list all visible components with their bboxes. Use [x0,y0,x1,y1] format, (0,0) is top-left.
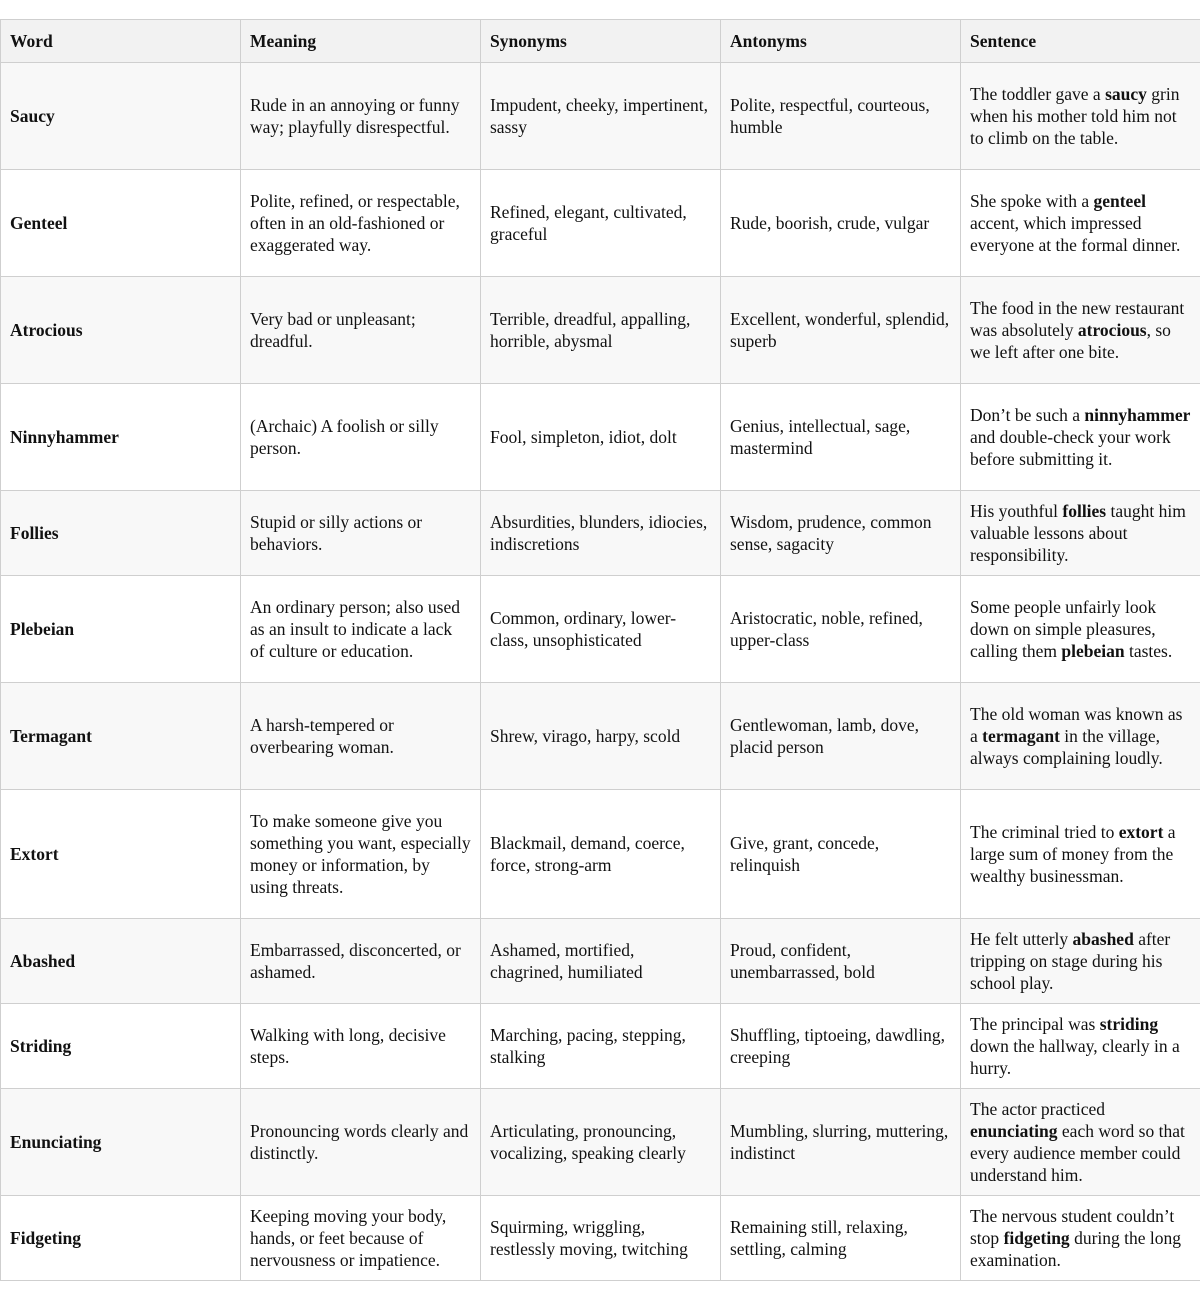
cell-meaning: Walking with long, decisive steps. [241,1004,481,1089]
cell-antonyms: Genius, intellectual, sage, mastermind [721,384,961,491]
cell-synonyms: Blackmail, demand, coerce, force, strong-arm [481,790,721,919]
table-row [1,790,1200,919]
header-meaning: Meaning [241,20,481,63]
cell-meaning: To make someone give you something you want, especially money or information, by using threats. [241,790,481,919]
sentence-highlighted-word: extort [1118,822,1164,842]
table-row [1,170,1200,277]
sentence-highlighted-word: follies [1062,501,1107,521]
sentence-text-after: each word so that every audience member could understand him. [970,1121,1185,1185]
sentence-text-before: The old woman was known as a [970,704,1183,746]
cell-meaning: Stupid or silly actions or behaviors. [241,491,481,576]
cell-sentence [961,63,1200,170]
sentence-text-before: The principal was [970,1014,1100,1034]
sentence-highlighted-word: saucy [1105,84,1147,104]
cell-meaning: Keeping moving your body, hands, or feet because of nervousness or impatience. [241,1196,481,1281]
header-word: Word [1,20,241,63]
cell-antonyms: Remaining still, relaxing, settling, calming [721,1196,961,1281]
cell-synonyms: Absurdities, blunders, idiocies, indiscretions [481,491,721,576]
cell-meaning: (Archaic) A foolish or silly person. [241,384,481,491]
cell-synonyms: Refined, elegant, cultivated, graceful [481,170,721,277]
cell-antonyms: Wisdom, prudence, common sense, sagacity [721,491,961,576]
cell-word: Ninnyhammer [1,384,241,491]
cell-word: Plebeian [1,576,241,683]
cell-synonyms: Fool, simpleton, idiot, dolt [481,384,721,491]
sentence-text-before: The toddler gave a [970,84,1106,104]
sentence-text-before: Don’t be such a [970,405,1085,425]
cell-sentence [961,576,1200,683]
sentence-text-before: The actor practiced [970,1099,1106,1119]
sentence-text-before: The nervous student couldn’t stop [970,1206,1175,1248]
sentence-text-before: Some people unfairly look down on simple pleasures, calling them [970,597,1157,661]
cell-antonyms: Excellent, wonderful, splendid, superb [721,277,961,384]
cell-antonyms: Proud, confident, unembarrassed, bold [721,919,961,1004]
header-row [1,20,1200,63]
sentence-text-after: accent, which impressed everyone at the formal dinner. [970,213,1181,255]
cell-word: Saucy [1,63,241,170]
cell-meaning: A harsh-tempered or overbearing woman. [241,683,481,790]
sentence-text-after: , so we left after one bite. [970,320,1171,362]
cell-sentence [961,491,1200,576]
cell-synonyms: Squirming, wriggling, restlessly moving, twitching [481,1196,721,1281]
cell-word: Abashed [1,919,241,1004]
cell-sentence [961,170,1200,277]
table-row [1,576,1200,683]
sentence-highlighted-word: ninnyhammer [1084,405,1191,425]
sentence-highlighted-word: genteel [1093,191,1146,211]
cell-synonyms: Articulating, pronouncing, vocalizing, speaking clearly [481,1089,721,1196]
sentence-text-after: taught him valuable lessons about responsibility. [970,501,1186,565]
table-row [1,683,1200,790]
table-row [1,1089,1200,1196]
cell-antonyms: Give, grant, concede, relinquish [721,790,961,919]
cell-meaning: Pronouncing words clearly and distinctly. [241,1089,481,1196]
sentence-text-before: He felt utterly [970,929,1073,949]
sentence-text-after: after tripping on stage during his school play. [970,929,1171,993]
cell-sentence [961,683,1200,790]
sentence-text-after: a large sum of money from the wealthy businessman. [970,822,1176,886]
sentence-text-after: and double-check your work before submitting it. [970,427,1171,469]
table-body [1,63,1200,1281]
header-antonyms: Antonyms [721,20,961,63]
sentence-text-after: during the long examination. [970,1228,1181,1270]
cell-synonyms: Terrible, dreadful, appalling, horrible, abysmal [481,277,721,384]
cell-synonyms: Marching, pacing, stepping, stalking [481,1004,721,1089]
sentence-highlighted-word: striding [1099,1014,1159,1034]
cell-sentence [961,1004,1200,1089]
cell-meaning: Embarrassed, disconcerted, or ashamed. [241,919,481,1004]
cell-sentence [961,384,1200,491]
cell-meaning: Very bad or unpleasant; dreadful. [241,277,481,384]
table-row [1,63,1200,170]
sentence-highlighted-word: enunciating [970,1121,1058,1141]
cell-sentence [961,1089,1200,1196]
table-row [1,1004,1200,1089]
sentence-text-after: in the village, always complaining loudly. [970,726,1163,768]
cell-word: Follies [1,491,241,576]
cell-word: Termagant [1,683,241,790]
header-synonyms: Synonyms [481,20,721,63]
cell-word: Enunciating [1,1089,241,1196]
cell-meaning: Polite, refined, or respectable, often in an old-fashioned or exaggerated way. [241,170,481,277]
cell-synonyms: Shrew, virago, harpy, scold [481,683,721,790]
cell-word: Atrocious [1,277,241,384]
cell-word: Genteel [1,170,241,277]
sentence-highlighted-word: fidgeting [1003,1228,1070,1248]
cell-antonyms: Mumbling, slurring, muttering, indistinct [721,1089,961,1196]
cell-sentence [961,790,1200,919]
sentence-highlighted-word: plebeian [1061,641,1125,661]
cell-synonyms: Ashamed, mortified, chagrined, humiliated [481,919,721,1004]
sentence-text-after: tastes. [1124,641,1173,661]
cell-antonyms: Shuffling, tiptoeing, dawdling, creeping [721,1004,961,1089]
sentence-text-before: His youthful [970,501,1063,521]
table-row [1,277,1200,384]
sentence-text-after: down the hallway, clearly in a hurry. [970,1036,1180,1078]
header-sentence: Sentence [961,20,1200,63]
sentence-text-after: grin when his mother told him not to climb on the table. [970,84,1180,148]
cell-meaning: An ordinary person; also used as an insult to indicate a lack of culture or education. [241,576,481,683]
cell-antonyms: Rude, boorish, crude, vulgar [721,170,961,277]
cell-antonyms: Aristocratic, noble, refined, upper-class [721,576,961,683]
cell-sentence [961,277,1200,384]
cell-meaning: Rude in an annoying or funny way; playfully disrespectful. [241,63,481,170]
vocabulary-table [0,19,1200,1281]
sentence-highlighted-word: atrocious [1077,320,1147,340]
cell-word: Striding [1,1004,241,1089]
cell-sentence [961,1196,1200,1281]
cell-antonyms: Gentlewoman, lamb, dove, placid person [721,683,961,790]
vocabulary-table-container [0,19,1200,1281]
cell-word: Fidgeting [1,1196,241,1281]
table-row [1,384,1200,491]
table-row [1,1196,1200,1281]
cell-synonyms: Impudent, cheeky, impertinent, sassy [481,63,721,170]
cell-word: Extort [1,790,241,919]
table-row [1,491,1200,576]
sentence-text-before: The food in the new restaurant was absolutely [970,298,1185,340]
table-row [1,919,1200,1004]
cell-antonyms: Polite, respectful, courteous, humble [721,63,961,170]
sentence-highlighted-word: abashed [1072,929,1134,949]
cell-sentence [961,919,1200,1004]
sentence-highlighted-word: termagant [982,726,1060,746]
sentence-text-before: The criminal tried to [970,822,1119,842]
cell-synonyms: Common, ordinary, lower-class, unsophisticated [481,576,721,683]
sentence-text-before: She spoke with a [970,191,1094,211]
